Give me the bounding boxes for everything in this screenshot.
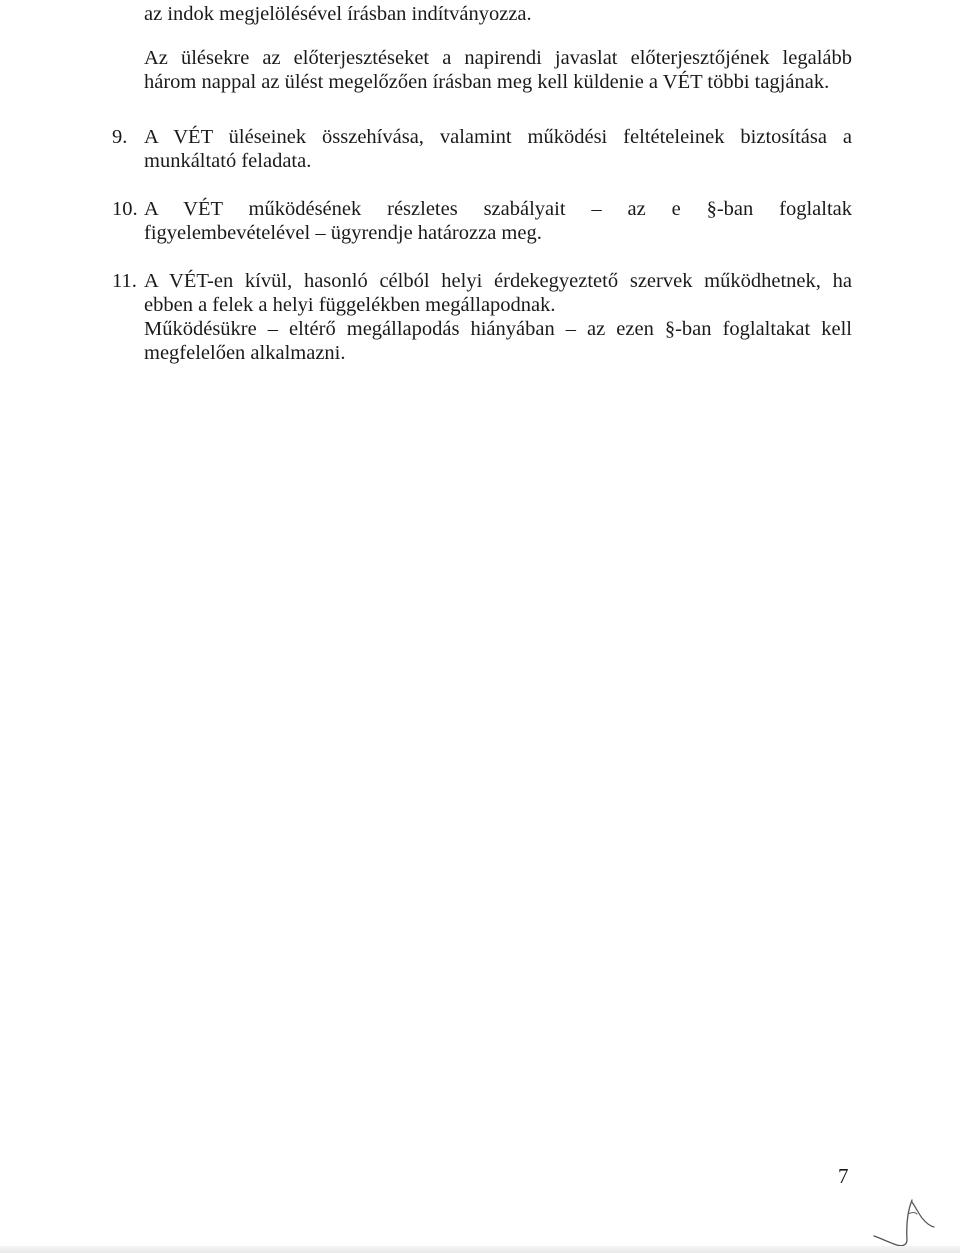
item-11-line-1: A VÉT-en kívül, hasonló célból helyi érdekegyeztető szervek működhetnek, ha xyxy=(144,270,852,292)
item-9-line-2: munkáltató feladata. xyxy=(144,150,312,172)
item-11-line-4: megfelelően alkalmazni. xyxy=(144,342,346,364)
item-9-number: 9. xyxy=(112,126,128,148)
paragraph-line: Az ülésekre az előterjesztéseket a napirendi javaslat előterjesztőjének legalább xyxy=(144,47,852,69)
item-10-number: 10. xyxy=(112,198,138,220)
item-11-line-3: Működésükre – eltérő megállapodás hiányában – az ezen §-ban foglaltakat kell xyxy=(144,318,852,340)
item-11-line-2: ebben a felek a helyi függelékben megállapodnak. xyxy=(144,294,556,316)
page-number: 7 xyxy=(838,1164,849,1188)
item-10-line-1: A VÉT működésének részletes szabályait – az e §-ban foglaltak xyxy=(144,198,852,220)
item-9-first-line xyxy=(112,125,852,149)
item-10-line-2: figyelembevételével – ügyrendje határozza meg. xyxy=(144,222,542,244)
item-9-line-1: A VÉT üléseinek összehívása, valamint működési feltételeinek biztosítása a xyxy=(144,126,852,148)
item-10-first-line xyxy=(112,197,852,221)
scan-bottom-edge xyxy=(0,1246,960,1253)
intro-line-text: az indok megjelölésével írásban indítványozza. xyxy=(144,3,532,25)
intro-line xyxy=(144,2,852,26)
item-9 xyxy=(112,125,852,173)
item-11-first-line xyxy=(112,269,852,293)
item-11-number: 11. xyxy=(112,270,137,292)
paragraph-submission xyxy=(144,46,852,94)
signature-icon xyxy=(868,1196,938,1248)
item-10 xyxy=(112,197,852,245)
paragraph-line: három nappal az ülést megelőzően írásban meg kell küldenie a VÉT többi tagjának. xyxy=(144,71,830,93)
item-11 xyxy=(112,269,852,365)
